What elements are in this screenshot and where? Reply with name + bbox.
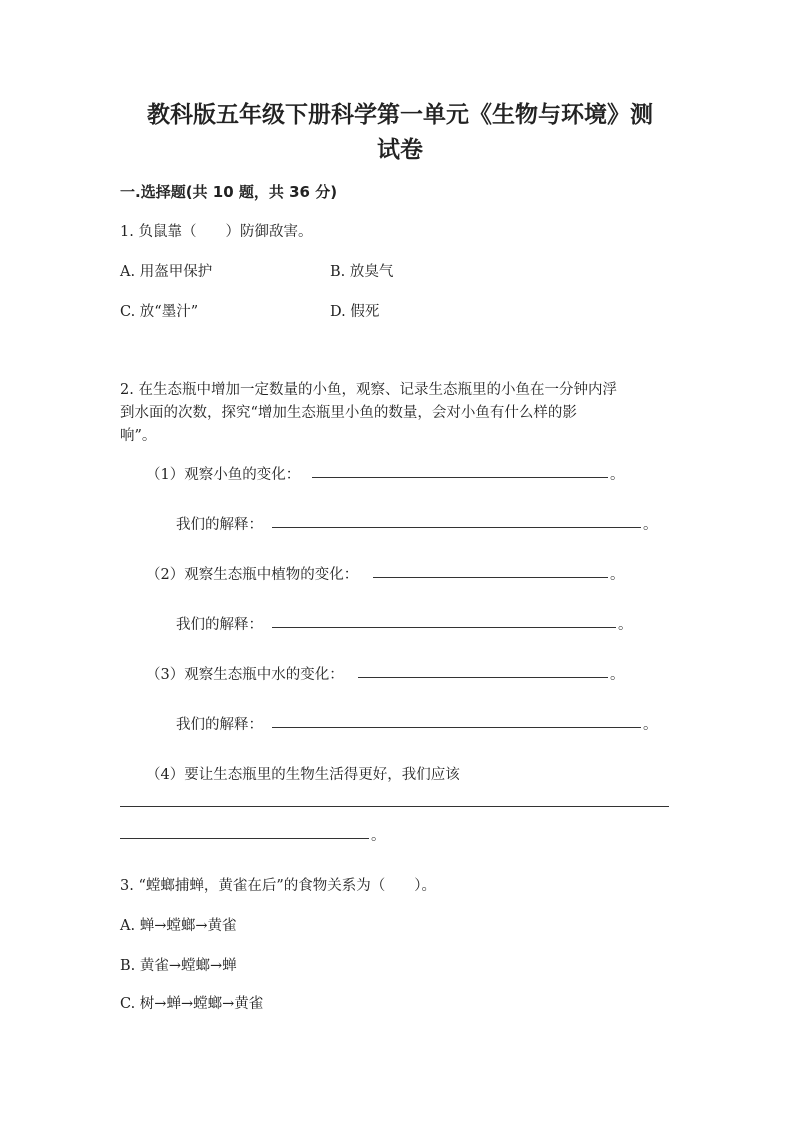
page-title-line-1: 教科版五年级下册科学第一单元《生物与环境》测 — [147, 102, 653, 128]
sub-question-3-label: （3）观察生态瓶中水的变化： — [146, 667, 344, 683]
explanation-blank-1[interactable] — [272, 527, 641, 528]
question-1-option-a: A. 用盔甲保护 — [120, 264, 213, 280]
answer-blank-1-end: 。 — [610, 467, 625, 483]
explanation-3-label: 我们的解释： — [176, 717, 263, 733]
question-1-option-b: B. 放臭气 — [330, 264, 394, 280]
question-2-stem-line-3: 响”。 — [120, 428, 157, 444]
question-1-option-c: C. 放“墨汁” — [120, 304, 199, 320]
question-1-option-d: D. 假死 — [330, 304, 380, 320]
explanation-blank-2-end: 。 — [618, 617, 633, 633]
question-2-stem-line-2: 到水面的次数，探究“增加生态瓶里小鱼的数量，会对小鱼有什么样的影 — [120, 405, 577, 421]
section-heading: 一.选择题(共 10 题，共 36 分) — [120, 183, 338, 201]
explanation-2-label: 我们的解释： — [176, 617, 263, 633]
explanation-blank-1-end: 。 — [643, 517, 658, 533]
answer-blank-2-end: 。 — [610, 567, 625, 583]
explanation-1-label: 我们的解释： — [176, 517, 263, 533]
answer-blank-2[interactable] — [373, 577, 608, 578]
answer-blank-3[interactable] — [358, 677, 608, 678]
sub-question-1-label: （1）观察小鱼的变化： — [146, 467, 301, 483]
answer-blank-4-line-1[interactable] — [120, 806, 669, 807]
answer-blank-4-end: 。 — [371, 828, 386, 844]
question-2-stem-line-1: 2. 在生态瓶中增加一定数量的小鱼，观察、记录生态瓶里的小鱼在一分钟内浮 — [120, 382, 617, 398]
explanation-blank-3[interactable] — [272, 727, 641, 728]
answer-blank-1[interactable] — [312, 477, 608, 478]
explanation-blank-2[interactable] — [272, 627, 616, 628]
answer-blank-4-line-2[interactable] — [120, 838, 369, 839]
page-title-line-2: 试卷 — [377, 137, 423, 163]
explanation-blank-3-end: 。 — [643, 717, 658, 733]
answer-blank-3-end: 。 — [610, 667, 625, 683]
question-3-option-b: B. 黄雀→螳螂→蝉 — [120, 958, 237, 974]
question-1-stem: 1. 负鼠靠（ ）防御敌害。 — [120, 224, 313, 240]
question-3-stem: 3. “螳螂捕蝉，黄雀在后”的食物关系为（ ）。 — [120, 878, 437, 894]
sub-question-2-label: （2）观察生态瓶中植物的变化： — [146, 567, 359, 583]
question-3-option-a: A. 蝉→螳螂→黄雀 — [120, 918, 237, 934]
question-3-option-c: C. 树→蝉→螳螂→黄雀 — [120, 996, 264, 1012]
sub-question-4-label: （4）要让生态瓶里的生物生活得更好，我们应该 — [146, 767, 460, 783]
